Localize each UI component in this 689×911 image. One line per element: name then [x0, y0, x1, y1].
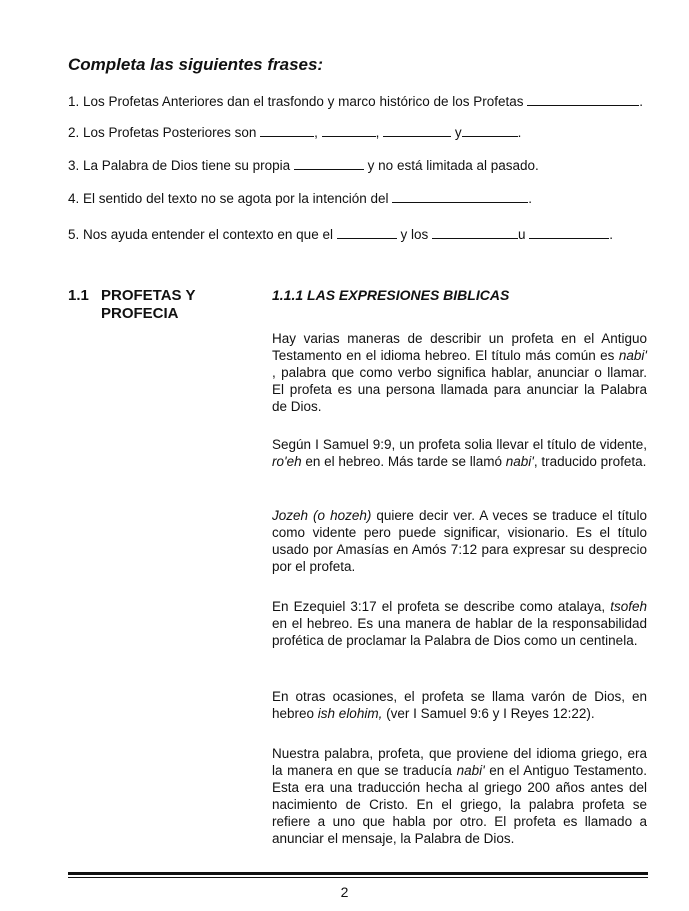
answer-blank[interactable]	[383, 124, 451, 137]
item-number: 1.	[68, 94, 80, 109]
answer-blank[interactable]	[529, 226, 609, 239]
subsection-title: 1.1.1 LAS EXPRESIONES BIBLICAS	[272, 287, 510, 303]
section-title	[68, 287, 195, 323]
paragraph-5	[272, 688, 647, 722]
paragraph-text: , palabra que como verbo significa hablar, anunciar o llamar. El profeta es una persona llamada para anunciar la Palabra de Dios.	[272, 365, 647, 414]
item-text: y los	[396, 227, 432, 242]
paragraph-6	[272, 745, 647, 847]
answer-blank[interactable]	[260, 124, 314, 137]
paragraph-text: en el Antiguo Testamento. Esta era una traducción hecha al griego 200 años antes del nacimiento de Cristo. En el griego, la palabra profeta se refiere a uno que habla por otro. El profeta es llamado a anunciar el mensaje, la Palabra de Dios.	[272, 763, 647, 846]
item-text: y no está limitada al pasado.	[363, 158, 539, 173]
section-title-line2: PROFECIA	[101, 305, 179, 322]
paragraph-text: Según I Samuel 9:9, un profeta solia llevar el título de vidente,	[272, 437, 647, 452]
paragraph-text: en el hebreo. Es una manera de hablar de la responsabilidad profética de proclamar la Palabra de Dios como un centinela.	[272, 616, 647, 648]
paragraph-4	[272, 598, 647, 649]
item-text: .	[517, 125, 522, 140]
section-title-line1: PROFETAS Y	[101, 287, 196, 304]
paragraph-text: en el hebreo. Más tarde se llamó	[301, 454, 506, 469]
item-text: .	[528, 191, 533, 206]
paragraph-1	[272, 330, 647, 415]
paragraph-text: Hay varias maneras de describir un profeta en el Antiguo Testamento en el idioma hebreo. El título más común es	[272, 331, 647, 363]
item-number: 4.	[68, 191, 80, 206]
hebrew-term: Jozeh (o hozeh)	[272, 508, 372, 523]
exercise-item-5	[68, 226, 613, 243]
exercise-item-4	[68, 190, 532, 207]
section-number: 1.1	[68, 287, 89, 304]
paragraph-text: quiere decir ver. A veces se traduce el título como vidente pero puede significar, visionario. Es el título usado por Amasías en Amós 7:12 para expresar su desprecio por el profeta.	[272, 508, 647, 574]
answer-blank[interactable]	[392, 190, 528, 203]
paragraph-text: En otras ocasiones, el profeta se llama varón de Dios, en hebreo	[272, 689, 647, 721]
answer-blank[interactable]	[527, 93, 639, 106]
hebrew-term: tsofeh	[610, 599, 647, 614]
item-text: Los Profetas Posteriores son	[83, 125, 261, 140]
item-number: 5.	[68, 227, 80, 242]
paragraph-text: (ver I Samuel 9:6 y I Reyes 12:22).	[382, 706, 595, 721]
answer-blank[interactable]	[432, 226, 518, 239]
footer-rule-thick	[68, 872, 648, 875]
exercise-item-2	[68, 124, 521, 141]
footer-rule-thin	[68, 877, 648, 878]
answer-blank[interactable]	[462, 124, 518, 137]
hebrew-term: nabi'	[456, 763, 485, 778]
exercise-item-3	[68, 157, 539, 174]
item-text: ,	[375, 125, 384, 140]
item-text: y	[451, 125, 462, 140]
item-text: .	[639, 94, 644, 109]
exercise-item-1	[68, 93, 643, 110]
hebrew-term: ro'eh	[272, 454, 302, 469]
hebrew-term: nabi'	[618, 348, 647, 363]
item-text: La Palabra de Dios tiene su propia	[83, 158, 294, 173]
item-text: Los Profetas Anteriores dan el trasfondo y marco histórico de los Profetas	[83, 94, 528, 109]
exercise-heading: Completa las siguientes frases:	[68, 55, 324, 74]
item-text: u	[517, 227, 530, 242]
paragraph-text: Nuestra palabra, profeta, que proviene del idioma griego, era la manera en que se traducía	[272, 746, 647, 778]
hebrew-term: nabi'	[505, 454, 534, 469]
paragraph-text: , traducido profeta.	[533, 454, 647, 469]
answer-blank[interactable]	[294, 157, 364, 170]
answer-blank[interactable]	[322, 124, 376, 137]
item-text: .	[609, 227, 614, 242]
paragraph-3	[272, 507, 647, 575]
item-number: 2.	[68, 125, 80, 140]
hebrew-term: ish elohim,	[317, 706, 383, 721]
answer-blank[interactable]	[337, 226, 397, 239]
item-number: 3.	[68, 158, 80, 173]
item-text: Nos ayuda entender el contexto en que el	[83, 227, 337, 242]
item-text: ,	[314, 125, 322, 140]
paragraph-text: En Ezequiel 3:17 el profeta se describe como atalaya,	[272, 599, 611, 614]
paragraph-2	[272, 436, 647, 470]
page-number: 2	[340, 884, 349, 900]
item-text: El sentido del texto no se agota por la intención del	[83, 191, 393, 206]
